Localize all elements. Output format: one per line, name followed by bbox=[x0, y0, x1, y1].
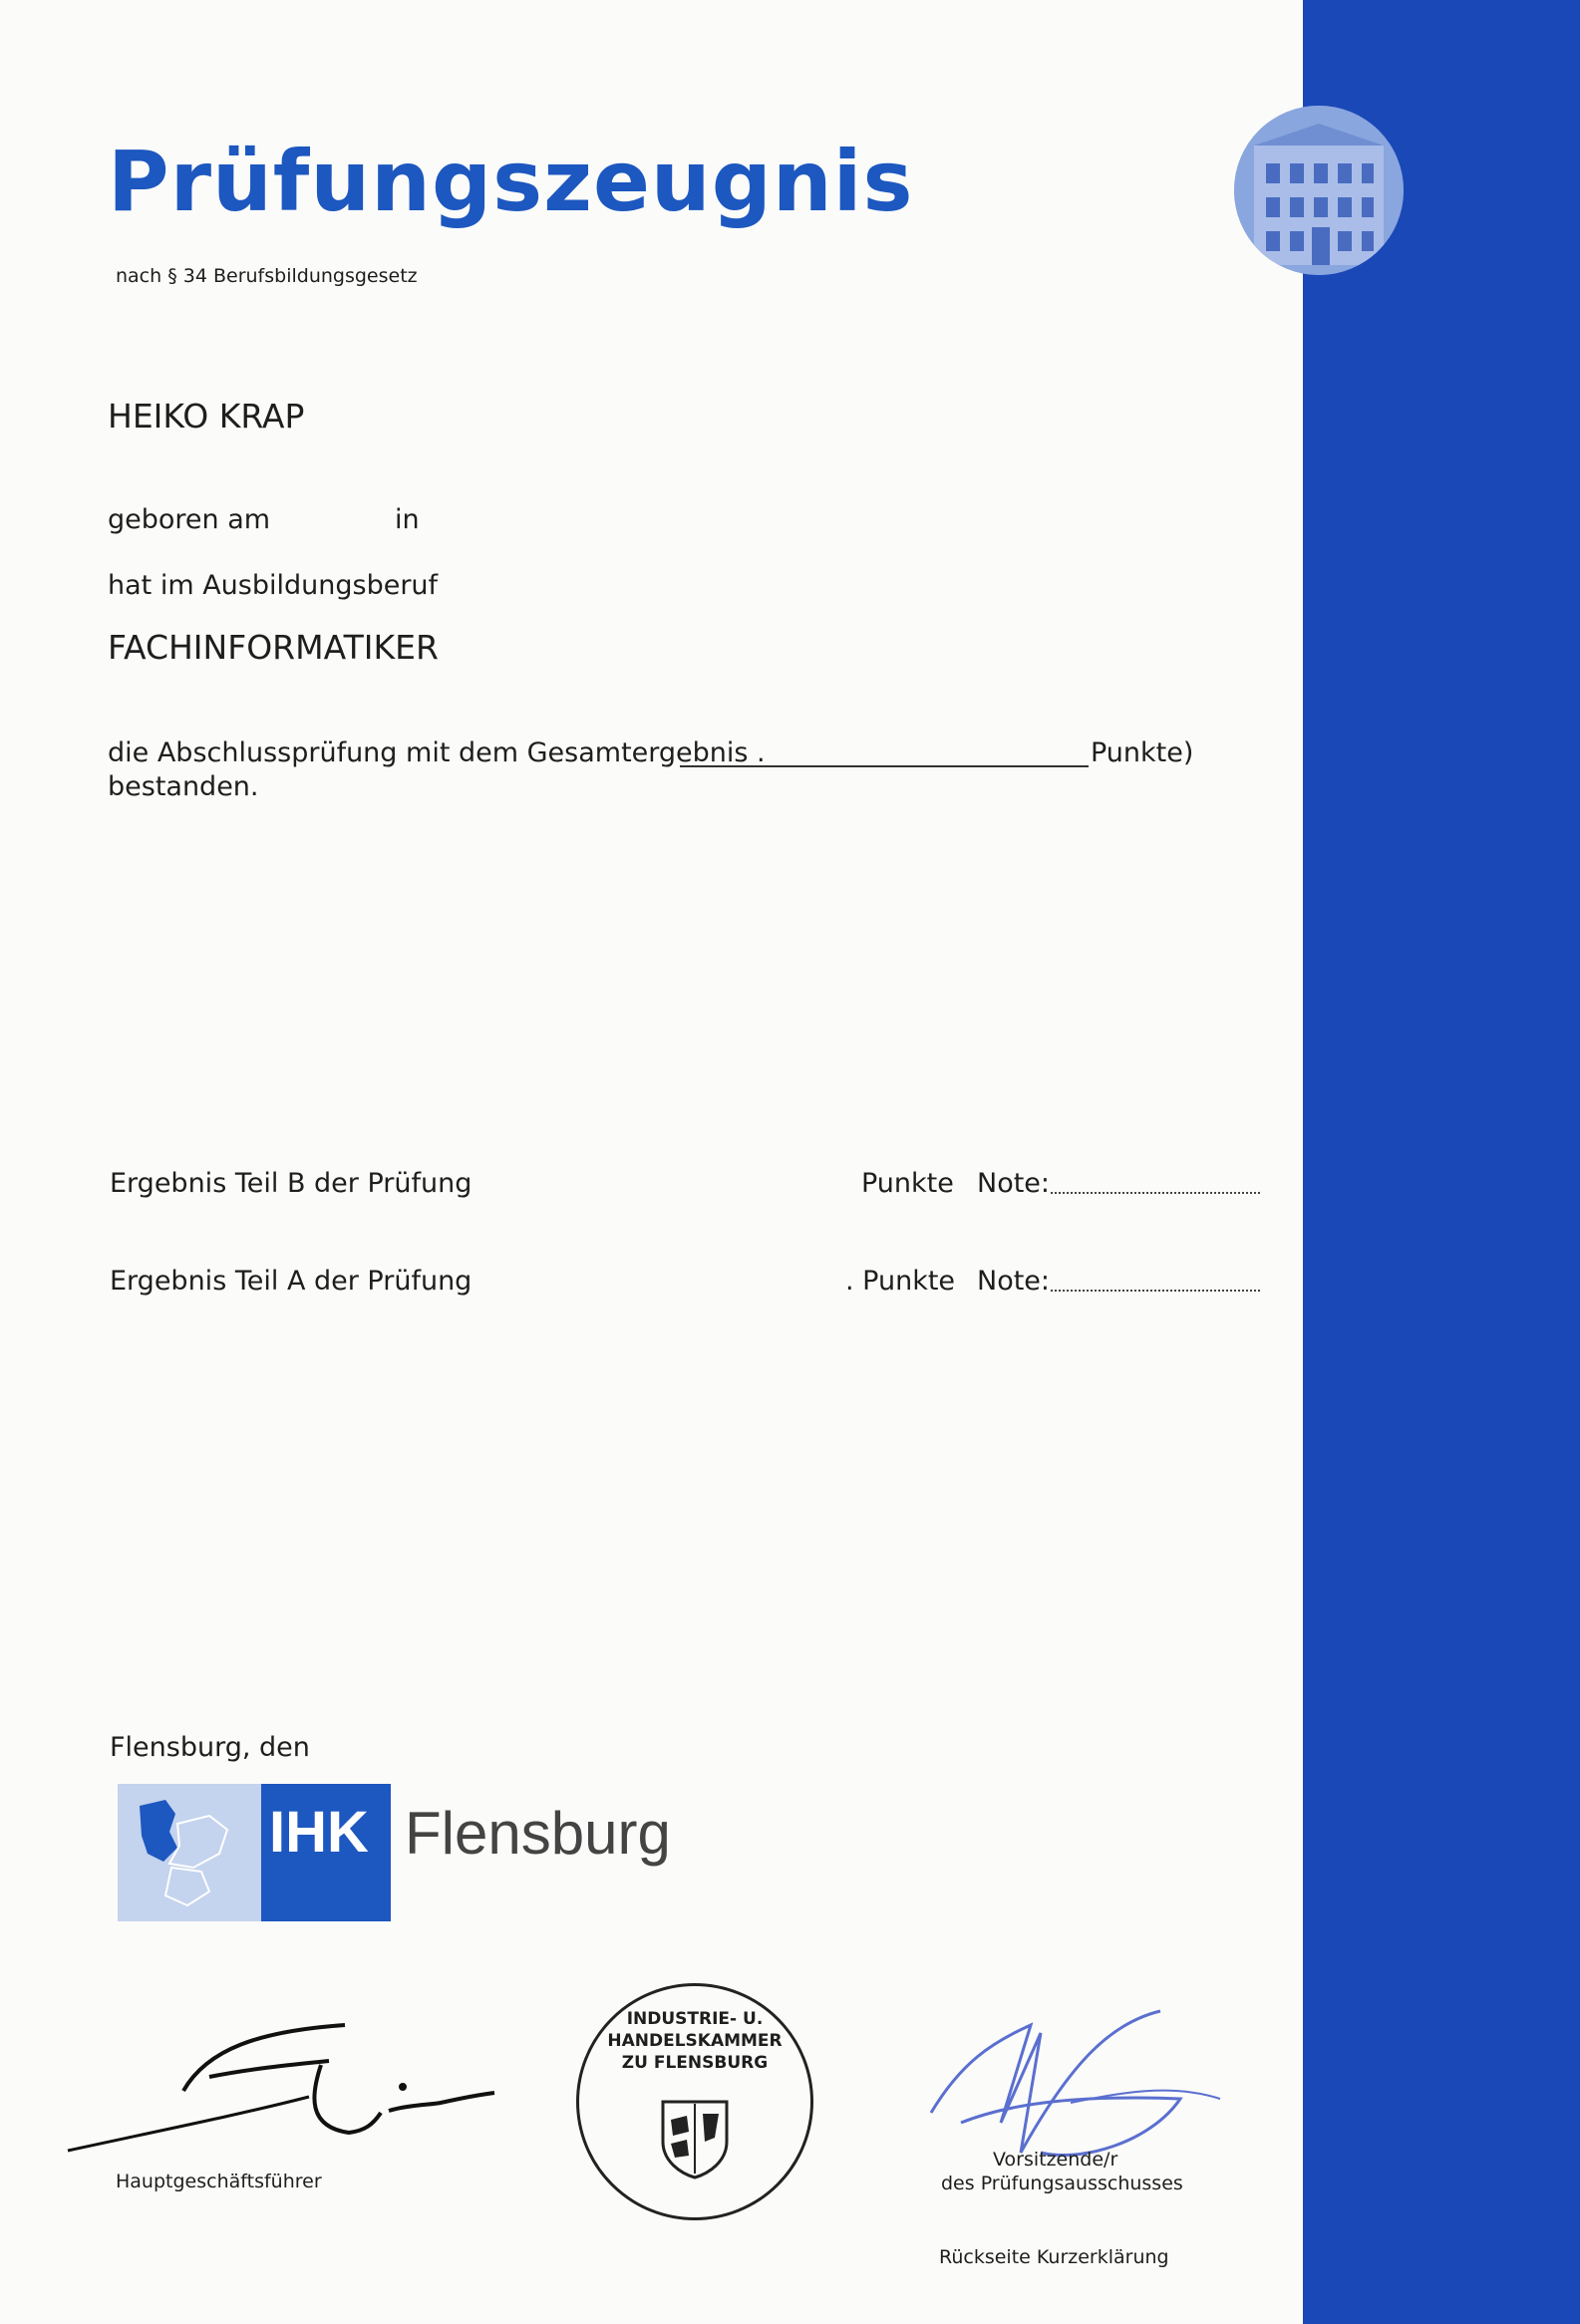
born-in-label: in bbox=[395, 504, 420, 535]
part-b-points-label: Punkte bbox=[861, 1168, 954, 1199]
left-signature-icon bbox=[60, 2013, 508, 2173]
back-side-note: Rückseite Kurzerklärung bbox=[939, 2246, 1169, 2268]
exam-result-text: die Abschlussprüfung mit dem Gesamtergebnis . bbox=[108, 737, 766, 768]
part-a-note-line bbox=[1051, 1290, 1260, 1292]
right-signature-role-1: Vorsitzende/r bbox=[993, 2149, 1118, 2171]
ihk-logo-city: Flensburg bbox=[405, 1800, 671, 1867]
left-signature-role: Hauptgeschäftsführer bbox=[116, 2171, 322, 2192]
part-a-points-label: . Punkte bbox=[845, 1266, 956, 1297]
coat-of-arms-icon bbox=[659, 2098, 731, 2179]
document-subtitle: nach § 34 Berufsbildungsgesetz bbox=[116, 265, 418, 287]
passed-text: bestanden. bbox=[108, 771, 259, 802]
stamp-line-1: INDUSTRIE- U. bbox=[626, 2009, 764, 2029]
ihk-logo-text: IHK bbox=[269, 1800, 369, 1865]
place-date-label: Flensburg, den bbox=[110, 1732, 310, 1763]
building-icon bbox=[1234, 106, 1404, 275]
profession-intro: hat im Ausbildungsberuf bbox=[108, 570, 439, 601]
part-b-note-line bbox=[1051, 1192, 1260, 1194]
right-signature-role-2: des Prüfungsausschusses bbox=[941, 2173, 1183, 2194]
candidate-name: HEIKO KRAP bbox=[108, 397, 305, 436]
part-b-note-label: Note: bbox=[977, 1168, 1051, 1199]
stamp-line-3: ZU FLENSBURG bbox=[621, 2053, 769, 2074]
building-photo-badge bbox=[1234, 106, 1404, 275]
document-title: Prüfungszeugnis bbox=[108, 133, 914, 230]
part-a-label: Ergebnis Teil A der Prüfung bbox=[110, 1266, 473, 1297]
official-stamp bbox=[576, 1983, 813, 2220]
overall-result-line bbox=[680, 765, 1089, 767]
stamp-line-2: HANDELSKAMMER bbox=[607, 2031, 783, 2052]
points-suffix: Punkte) bbox=[1091, 737, 1194, 768]
part-b-label: Ergebnis Teil B der Prüfung bbox=[110, 1168, 473, 1199]
blue-sidebar-band bbox=[1303, 0, 1580, 2324]
part-a-note-label: Note: bbox=[977, 1266, 1051, 1297]
profession-name: FACHINFORMATIKER bbox=[108, 628, 439, 667]
born-label: geboren am bbox=[108, 504, 271, 535]
